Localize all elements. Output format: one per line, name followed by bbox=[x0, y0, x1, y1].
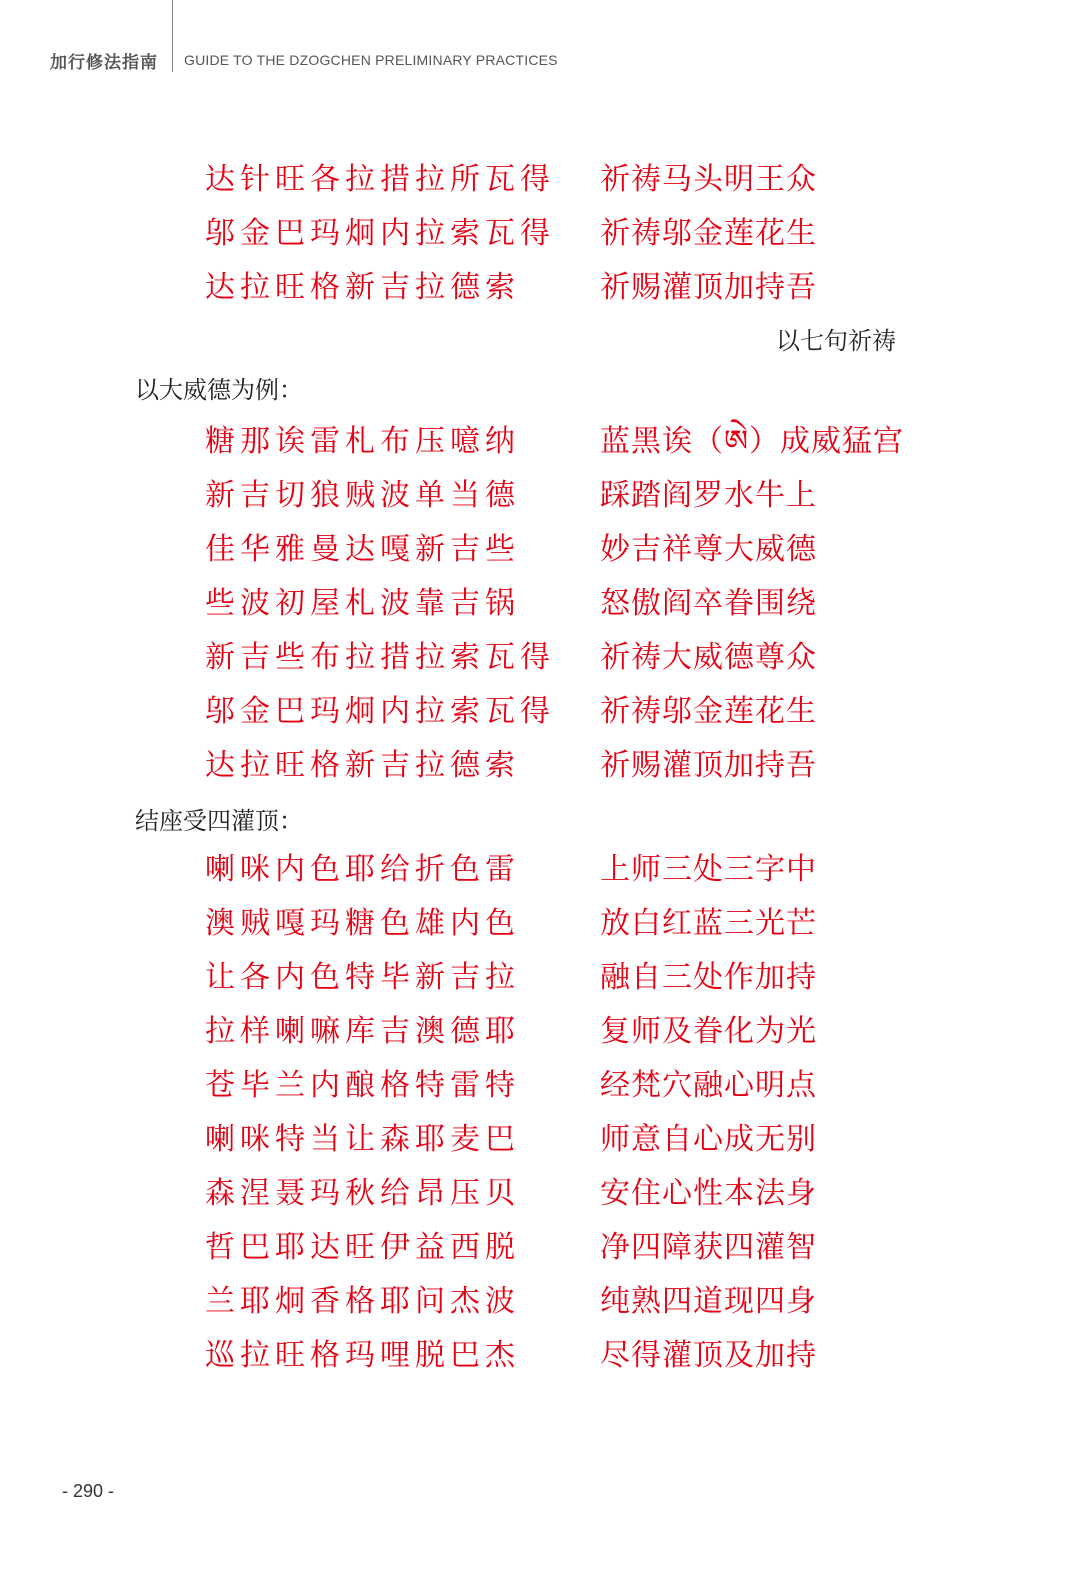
section-heading: 结座受四灌顶： bbox=[135, 807, 303, 835]
verse-left-line: 达拉旺格新吉拉德索 bbox=[205, 748, 520, 783]
verse-right-line: 净四障获四灌智 bbox=[600, 1230, 817, 1265]
verse-right-line: 祈祷马头明王众 bbox=[600, 162, 817, 197]
verse-left-line: 喇咪内色耶给折色雷 bbox=[205, 852, 520, 887]
running-header-chinese: 加行修法指南 bbox=[50, 53, 158, 73]
verse-right-line: 融自三处作加持 bbox=[600, 960, 817, 995]
verse-left-line: 苍毕兰内酿格特雷特 bbox=[205, 1068, 520, 1103]
verse-right-line: 蓝黑诶（ཨེ）成威猛宫 bbox=[600, 424, 905, 459]
verse-right-line: 祈赐灌顶加持吾 bbox=[600, 748, 817, 783]
verse-left-line: 兰耶炯香格耶问杰波 bbox=[205, 1284, 520, 1319]
verse-left-line: 让各内色特毕新吉拉 bbox=[205, 960, 520, 995]
verse-left-line: 邬金巴玛炯内拉索瓦得 bbox=[205, 694, 555, 729]
verse-right-line: 祈赐灌顶加持吾 bbox=[600, 270, 817, 305]
verse-left-line: 些波初屋札波靠吉锅 bbox=[205, 586, 520, 621]
verse-left-line: 达拉旺格新吉拉德索 bbox=[205, 270, 520, 305]
verse-right-line: 踩踏阎罗水牛上 bbox=[600, 478, 817, 513]
verse-right-line: 妙吉祥尊大威德 bbox=[600, 532, 817, 567]
verse-right-line: 复师及眷化为光 bbox=[600, 1014, 817, 1049]
verse-left-line: 澳贼嘎玛糖色雄内色 bbox=[205, 906, 520, 941]
verse-left-line: 邬金巴玛炯内拉索瓦得 bbox=[205, 216, 555, 251]
verse-right-line: 尽得灌顶及加持 bbox=[600, 1338, 817, 1373]
verse-left-line: 喇咪特当让森耶麦巴 bbox=[205, 1122, 520, 1157]
verse-right-line: 怒傲阎卒眷围绕 bbox=[600, 586, 817, 621]
verse-left-line: 佳华雅曼达嘎新吉些 bbox=[205, 532, 520, 567]
verse-right-line: 祈祷邬金莲花生 bbox=[600, 694, 817, 729]
header-divider bbox=[172, 0, 173, 72]
verse-left-line: 森涅聂玛秋给昂压贝 bbox=[205, 1176, 520, 1211]
verse-left-line: 巡拉旺格玛哩脱巴杰 bbox=[205, 1338, 520, 1373]
verse-right-line: 放白红蓝三光芒 bbox=[600, 906, 817, 941]
section-heading: 以大威德为例： bbox=[135, 376, 303, 404]
verse-left-line: 哲巴耶达旺伊益西脱 bbox=[205, 1230, 520, 1265]
verse-right-line: 祈祷大威德尊众 bbox=[600, 640, 817, 675]
verse-right-line: 安住心性本法身 bbox=[600, 1176, 817, 1211]
verse-right-line: 祈祷邬金莲花生 bbox=[600, 216, 817, 251]
verse-right-line: 上师三处三字中 bbox=[600, 852, 817, 887]
section-note: 以七句祈祷 bbox=[776, 327, 896, 355]
verse-left-line: 新吉些布拉措拉索瓦得 bbox=[205, 640, 555, 675]
verse-left-line: 拉样喇嘛库吉澳德耶 bbox=[205, 1014, 520, 1049]
verse-right-line: 师意自心成无别 bbox=[600, 1122, 817, 1157]
verse-right-line: 纯熟四道现四身 bbox=[600, 1284, 817, 1319]
verse-left-line: 糖那诶雷札布压噫纳 bbox=[205, 424, 520, 459]
verse-left-line: 新吉切狼贼波单当德 bbox=[205, 478, 520, 513]
running-header-english: GUIDE TO THE DZOGCHEN PRELIMINARY PRACTICES bbox=[184, 52, 558, 68]
verse-right-line: 经梵穴融心明点 bbox=[600, 1068, 817, 1103]
page-number: - 290 - bbox=[62, 1481, 115, 1501]
verse-left-line: 达针旺各拉措拉所瓦得 bbox=[205, 162, 555, 197]
